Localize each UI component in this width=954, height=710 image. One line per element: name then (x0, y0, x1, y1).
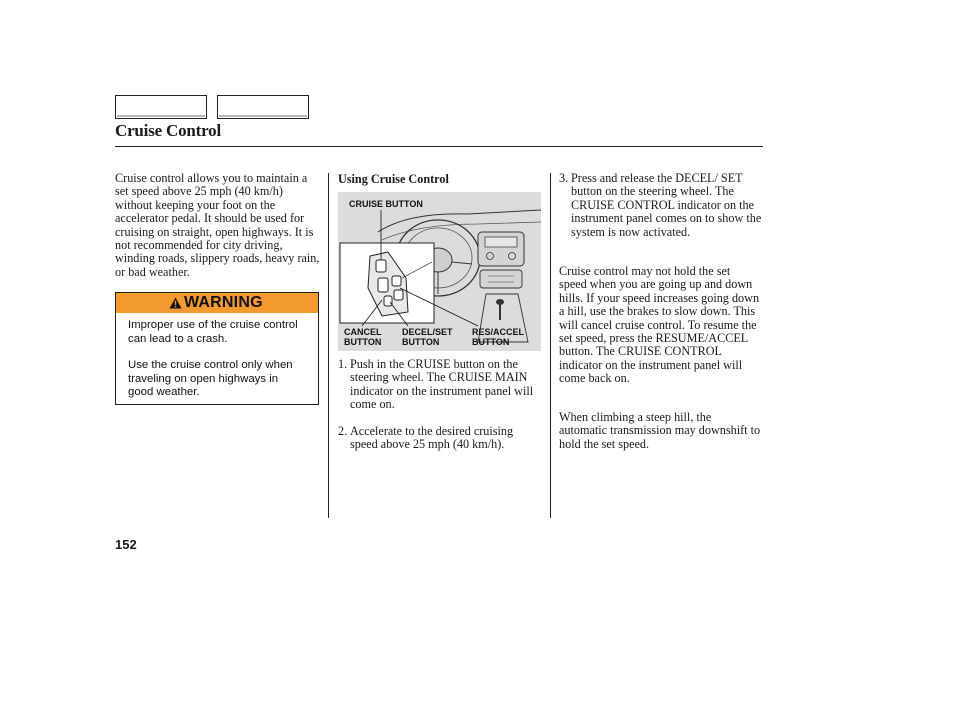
page-number: 152 (115, 537, 137, 552)
column-divider-left (328, 173, 329, 518)
nav-tab-2[interactable] (217, 95, 309, 119)
warning-box (115, 292, 319, 405)
intro-paragraph: Cruise control allows you to maintain a set speed above 25 mph (40 km/h) without keeping your foot on the accelerator pedal. It should be used for cruising on straight, open highways. It is not recommended for city driving, winding roads, slippery roads, heavy rain, or bad weather. (115, 171, 320, 279)
title-rule (115, 146, 763, 147)
column-divider-right (550, 173, 551, 518)
res-accel-button-label: RES/ACCEL BUTTON (472, 327, 525, 347)
using-heading: Using Cruise Control (338, 172, 449, 186)
cruise-button-label: CRUISE BUTTON (349, 199, 423, 209)
cruise-button-figure (338, 192, 541, 351)
warning-triangle-icon (169, 297, 182, 309)
nav-tab-1[interactable] (115, 95, 207, 119)
hills-paragraph: Cruise control may not hold the set speed when you are going up and down hills. If your speed increases going down a hill, use the brakes to slow down. This will cancel cruise control. To resume the set speed, press the RESUME/ACCEL button. The CRUISE CONTROL indicator on the instrument panel will come back on. (559, 264, 760, 386)
cancel-button-label: CANCEL BUTTON (344, 327, 382, 347)
warning-bar (116, 293, 318, 313)
decel-set-button-label: DECEL/SET BUTTON (402, 327, 453, 347)
warning-text-1: Improper use of the cruise control can lead to a crash. (128, 319, 298, 345)
warning-text-2: Use the cruise control only when traveling on open highways in good weather. (128, 359, 293, 398)
warning-label: WARNING (184, 294, 263, 311)
climbing-paragraph: When climbing a steep hill, the automatic transmission may downshift to hold the set speed. (559, 410, 761, 451)
page-title: Cruise Control (115, 121, 221, 140)
